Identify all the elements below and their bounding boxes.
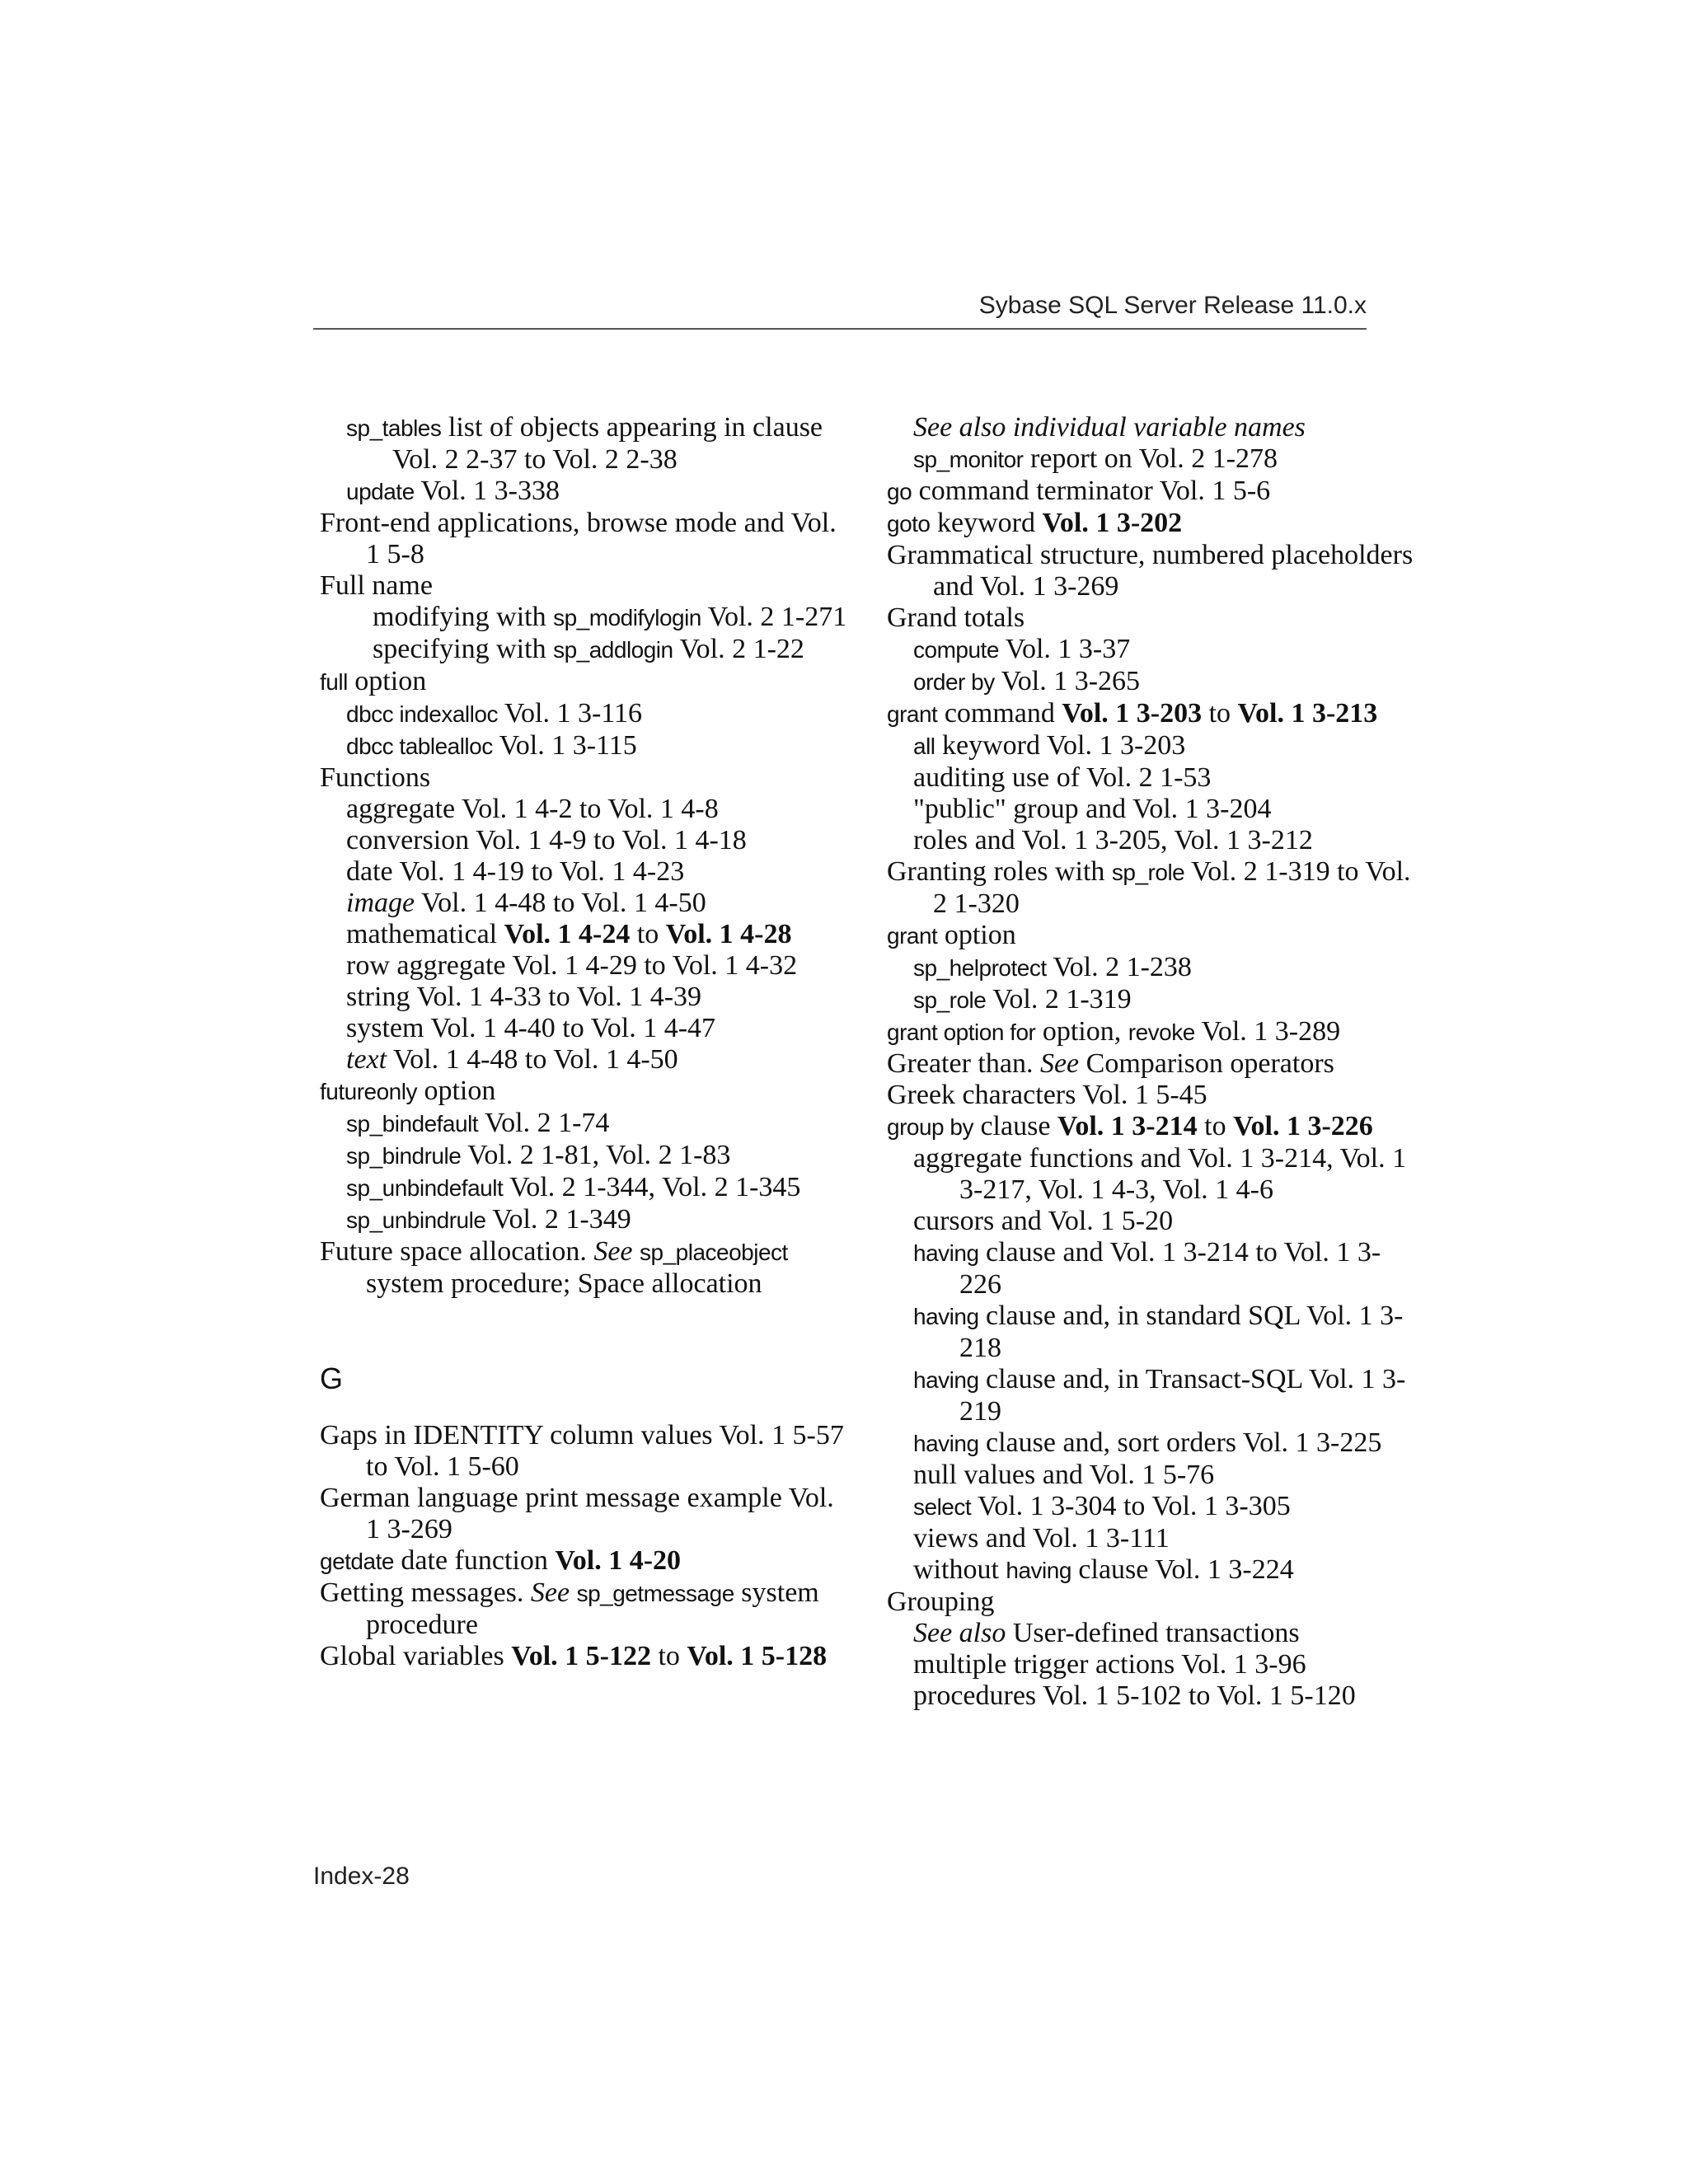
entry-text: Vol. 1 3-37 (998, 634, 1131, 664)
entry-text: string Vol. 1 4-33 to Vol. 1 4-39 (346, 982, 702, 1012)
index-subentry (887, 1460, 1414, 1491)
code-term: compute (913, 637, 999, 663)
index-entry (887, 1111, 1414, 1143)
primary-reference: Vol. 1 4-20 (555, 1545, 682, 1576)
entry-text: conversion Vol. 1 4-9 to Vol. 1 4-18 (346, 825, 747, 855)
index-subentry (320, 794, 847, 825)
code-term: dbcc indexalloc (346, 701, 498, 727)
index-subentry (887, 794, 1414, 825)
index-entry (887, 602, 1414, 634)
entry-text: Vol. 1 3-304 to Vol. 1 3-305 (971, 1491, 1291, 1521)
code-term: getdate (320, 1549, 394, 1574)
entry-text: system procedure; Space allocation (366, 1268, 762, 1299)
code-term: sp_role (1111, 860, 1185, 885)
entry-text: clause (973, 1111, 1057, 1141)
index-entry (887, 1080, 1414, 1111)
index-subentry (320, 950, 847, 982)
index-subentry (887, 730, 1414, 762)
entry-text: to (1202, 698, 1238, 729)
index-entry (887, 856, 1414, 920)
code-term: all (913, 733, 935, 759)
italic-term: See also (913, 1618, 1006, 1648)
entry-text: Vol. 2 1-344, Vol. 2 1-345 (503, 1172, 801, 1202)
entry-text: system procedure (366, 1577, 819, 1640)
index-entry (320, 762, 847, 794)
entry-text: system Vol. 1 4-40 to Vol. 1 4-47 (346, 1013, 716, 1043)
entry-text: Vol. 2 1-81, Vol. 2 1-83 (461, 1140, 731, 1170)
entry-text: auditing use of Vol. 2 1-53 (913, 762, 1212, 793)
code-term: grant (887, 701, 938, 727)
entry-text: Vol. 2 1-271 (701, 602, 847, 632)
code-term: group by (887, 1114, 973, 1140)
italic-term: image (346, 888, 415, 918)
entry-text: Vol. 2 1-319 (986, 984, 1132, 1015)
index-subentry (887, 666, 1414, 698)
entry-text: Gaps in IDENTITY column values Vol. 1 5-57 to Vol. 1 5-60 (320, 1420, 844, 1482)
entry-text: option, (1035, 1016, 1128, 1047)
code-term: grant option for (887, 1019, 1036, 1045)
index-subentry (887, 1143, 1414, 1206)
page-number: Index-28 (313, 1863, 410, 1890)
entry-text: command terminator Vol. 1 5-6 (912, 476, 1271, 506)
entry-text: null values and Vol. 1 5-76 (913, 1460, 1215, 1490)
running-head: Sybase SQL Server Release 11.0.x (978, 292, 1367, 319)
italic-term: See (593, 1236, 633, 1267)
entry-text: Getting messages. (320, 1577, 531, 1608)
code-term: having (913, 1431, 979, 1456)
italic-term: text (346, 1044, 387, 1075)
italic-term: See (530, 1577, 570, 1608)
entry-text: to (650, 1641, 687, 1671)
entry-text: option (937, 920, 1016, 950)
entry-text: Greek characters Vol. 1 5-45 (887, 1080, 1207, 1110)
entry-text: Full name (320, 570, 433, 601)
entry-text: date function (393, 1545, 556, 1576)
entry-text: to (630, 919, 666, 949)
entry-text: procedures Vol. 1 5-102 to Vol. 1 5-120 (913, 1680, 1356, 1711)
code-term: update (346, 479, 415, 504)
index-column-left (320, 412, 847, 1672)
entry-text: Vol. 1 3-116 (497, 698, 643, 729)
entry-text: Global variables (320, 1641, 512, 1671)
code-term: sp_monitor (913, 447, 1024, 472)
entry-text: "public" group and Vol. 1 3-204 (913, 794, 1272, 824)
index-entry (320, 570, 847, 602)
entry-text: Vol. 2 1-349 (485, 1204, 631, 1235)
entry-text: Grammatical structure, numbered placeholders and Vol. 1 3-269 (887, 540, 1414, 602)
entry-text: Vol. 1 3-115 (492, 730, 637, 761)
index-subentry (320, 856, 847, 888)
index-subentry (887, 1301, 1414, 1364)
index-subentry (320, 698, 847, 730)
index-subentry (320, 888, 847, 919)
section-gap (320, 1300, 847, 1333)
index-entry (320, 1420, 847, 1483)
code-term: sp_role (913, 987, 987, 1013)
entry-text: aggregate functions and Vol. 1 3-214, Vol. 1 3-217, Vol. 1 4-3, Vol. 1 4-6 (913, 1143, 1407, 1205)
index-subentry (887, 1649, 1414, 1680)
primary-reference: Vol. 1 4-24 (504, 919, 631, 949)
index-subentry (320, 476, 847, 508)
code-term: grant (887, 923, 938, 949)
code-term: sp_unbindrule (346, 1207, 486, 1233)
index-entry (320, 1483, 847, 1545)
primary-reference: Vol. 1 3-202 (1042, 508, 1183, 538)
entry-text: clause and, in standard SQL Vol. 1 3-218 (959, 1301, 1404, 1363)
entry-text: Vol. 1 4-48 to Vol. 1 4-50 (387, 1044, 678, 1075)
primary-reference: Vol. 1 3-213 (1237, 698, 1378, 729)
index-subentry (887, 984, 1414, 1016)
index-entry (320, 1641, 847, 1672)
index-entry (320, 1076, 847, 1108)
index-subentry (320, 1044, 847, 1076)
code-term: sp_bindefault (346, 1111, 479, 1137)
entry-text: modifying with (373, 602, 554, 632)
entry-text: list of objects appearing in clause Vol. 2 2-37 to Vol. 2 2-38 (392, 412, 823, 475)
index-subentry (320, 1172, 847, 1204)
primary-reference: Vol. 1 3-203 (1062, 698, 1203, 729)
index-entry (320, 508, 847, 570)
index-entry (887, 1016, 1414, 1048)
entry-text: Vol. 2 1-74 (478, 1108, 610, 1138)
index-subentry (887, 1680, 1414, 1712)
entry-text: without (913, 1554, 1006, 1585)
code-term: order by (913, 669, 995, 695)
entry-text: multiple trigger actions Vol. 1 3-96 (913, 1649, 1306, 1680)
index-subentry (887, 443, 1414, 476)
index-entry (320, 666, 847, 698)
code-term: having (1006, 1558, 1071, 1583)
entry-text: report on Vol. 2 1-278 (1023, 443, 1278, 474)
index-subentry (320, 982, 847, 1013)
entry-text: option (416, 1076, 496, 1106)
entry-text: User-defined transactions (1006, 1618, 1300, 1648)
primary-reference: Vol. 1 5-122 (511, 1641, 651, 1671)
index-subentry (320, 825, 847, 856)
code-term: sp_helprotect (913, 955, 1047, 981)
entry-text: keyword Vol. 1 3-203 (935, 730, 1186, 761)
code-term: sp_bindrule (346, 1143, 462, 1169)
index-subentry (320, 602, 847, 634)
index-entry (887, 920, 1414, 952)
entry-text: views and Vol. 1 3-111 (913, 1523, 1170, 1554)
index-subentry (887, 1554, 1414, 1586)
entry-text: German language print message example Vol. 1 3-269 (320, 1483, 834, 1544)
entry-text: Vol. 2 1-238 (1046, 952, 1192, 982)
index-subentry (887, 825, 1414, 856)
code-term: select (913, 1494, 972, 1520)
entry-text: Vol. 1 3-289 (1194, 1016, 1341, 1047)
index-subentry (887, 1618, 1414, 1649)
index-subentry (887, 1523, 1414, 1554)
header-rule (313, 328, 1367, 330)
entry-text: clause Vol. 1 3-224 (1071, 1554, 1294, 1585)
primary-reference: Vol. 1 3-214 (1057, 1111, 1198, 1141)
entry-text: to (1197, 1111, 1234, 1141)
index-entry (320, 1545, 847, 1577)
entry-text: Front-end applications, browse mode and Vol. 1 5-8 (320, 508, 837, 569)
code-term: full (320, 669, 348, 695)
entry-text: Future space allocation. (320, 1236, 594, 1267)
index-entry (887, 1048, 1414, 1080)
entry-text: option (347, 666, 427, 696)
entry-text: Vol. 2 1-22 (673, 634, 804, 664)
entry-text: Functions (320, 762, 431, 793)
entry-text: date Vol. 1 4-19 to Vol. 1 4-23 (346, 856, 685, 887)
code-term: sp_unbindefault (346, 1175, 504, 1201)
entry-text: Vol. 1 3-265 (994, 666, 1141, 696)
index-subentry (887, 952, 1414, 984)
entry-text: clause and, sort orders Vol. 1 3-225 (978, 1427, 1382, 1458)
index-entry (887, 1586, 1414, 1618)
code-term: sp_placeobject (640, 1240, 788, 1265)
section-letter-heading: G (320, 1361, 344, 1395)
index-subentry (887, 762, 1414, 794)
index-entry (887, 476, 1414, 508)
index-subentry (887, 1237, 1414, 1301)
code-term: sp_tables (346, 415, 442, 441)
entry-text: mathematical (346, 919, 504, 949)
primary-reference: Vol. 1 3-226 (1233, 1111, 1373, 1141)
entry-text: aggregate Vol. 1 4-2 to Vol. 1 4-8 (346, 794, 719, 824)
code-term: goto (887, 511, 931, 537)
index-subentry (887, 1206, 1414, 1237)
index-subentry (320, 1108, 847, 1140)
entry-text: Vol. 1 4-48 to Vol. 1 4-50 (415, 888, 706, 918)
code-term: revoke (1128, 1019, 1195, 1045)
code-term: having (913, 1367, 979, 1393)
entry-text: keyword (930, 508, 1043, 538)
entry-text: Vol. 2 1-319 to Vol. 2 1-320 (933, 856, 1411, 919)
index-entry (320, 1577, 847, 1641)
code-term: go (887, 479, 912, 504)
index-subentry (887, 1427, 1414, 1460)
index-subentry (320, 412, 847, 476)
primary-reference: Vol. 1 4-28 (665, 919, 792, 949)
code-term: having (913, 1240, 979, 1266)
index-subentry (887, 1491, 1414, 1523)
index-subentry (887, 412, 1414, 443)
index-subentry (887, 1364, 1414, 1427)
entry-text: Grouping (887, 1586, 995, 1617)
index-subentry (320, 1204, 847, 1236)
entry-text: Vol. 1 3-338 (414, 476, 560, 506)
entry-text: roles and Vol. 1 3-205, Vol. 1 3-212 (913, 825, 1313, 855)
entry-text: Greater than. (887, 1048, 1040, 1079)
index-entry (887, 508, 1414, 540)
code-term: sp_modifylogin (553, 605, 701, 630)
entry-text: row aggregate Vol. 1 4-29 to Vol. 1 4-32 (346, 950, 798, 981)
index-subentry (320, 919, 847, 950)
code-term: sp_getmessage (576, 1581, 734, 1606)
index-subentry (320, 634, 847, 666)
entry-text: Grand totals (887, 602, 1025, 633)
code-term: dbcc tablealloc (346, 733, 493, 759)
entry-text: clause and, in Transact-SQL Vol. 1 3-219 (959, 1364, 1406, 1427)
entry-text: clause and Vol. 1 3-214 to Vol. 1 3-226 (959, 1237, 1381, 1300)
index-subentry (320, 1140, 847, 1172)
entry-text (633, 1236, 640, 1267)
entry-text: Granting roles with (887, 856, 1112, 887)
primary-reference: Vol. 1 5-128 (687, 1641, 828, 1671)
entry-text: specifying with (373, 634, 554, 664)
index-subentry (320, 1013, 847, 1044)
entry-text: command (937, 698, 1062, 729)
entry-text: Comparison operators (1079, 1048, 1334, 1079)
index-entry (887, 540, 1414, 602)
entry-text (570, 1577, 577, 1608)
index-entry (887, 698, 1414, 730)
code-term: futureonly (320, 1079, 417, 1104)
italic-term: See also individual variable names (913, 412, 1306, 443)
entry-text: cursors and Vol. 1 5-20 (913, 1206, 1174, 1236)
italic-term: See (1039, 1048, 1080, 1079)
index-subentry (887, 634, 1414, 666)
code-term: sp_addlogin (553, 637, 673, 663)
code-term: having (913, 1304, 979, 1329)
index-subentry (320, 730, 847, 762)
index-entry (320, 1236, 847, 1300)
index-column-right (887, 412, 1414, 1712)
